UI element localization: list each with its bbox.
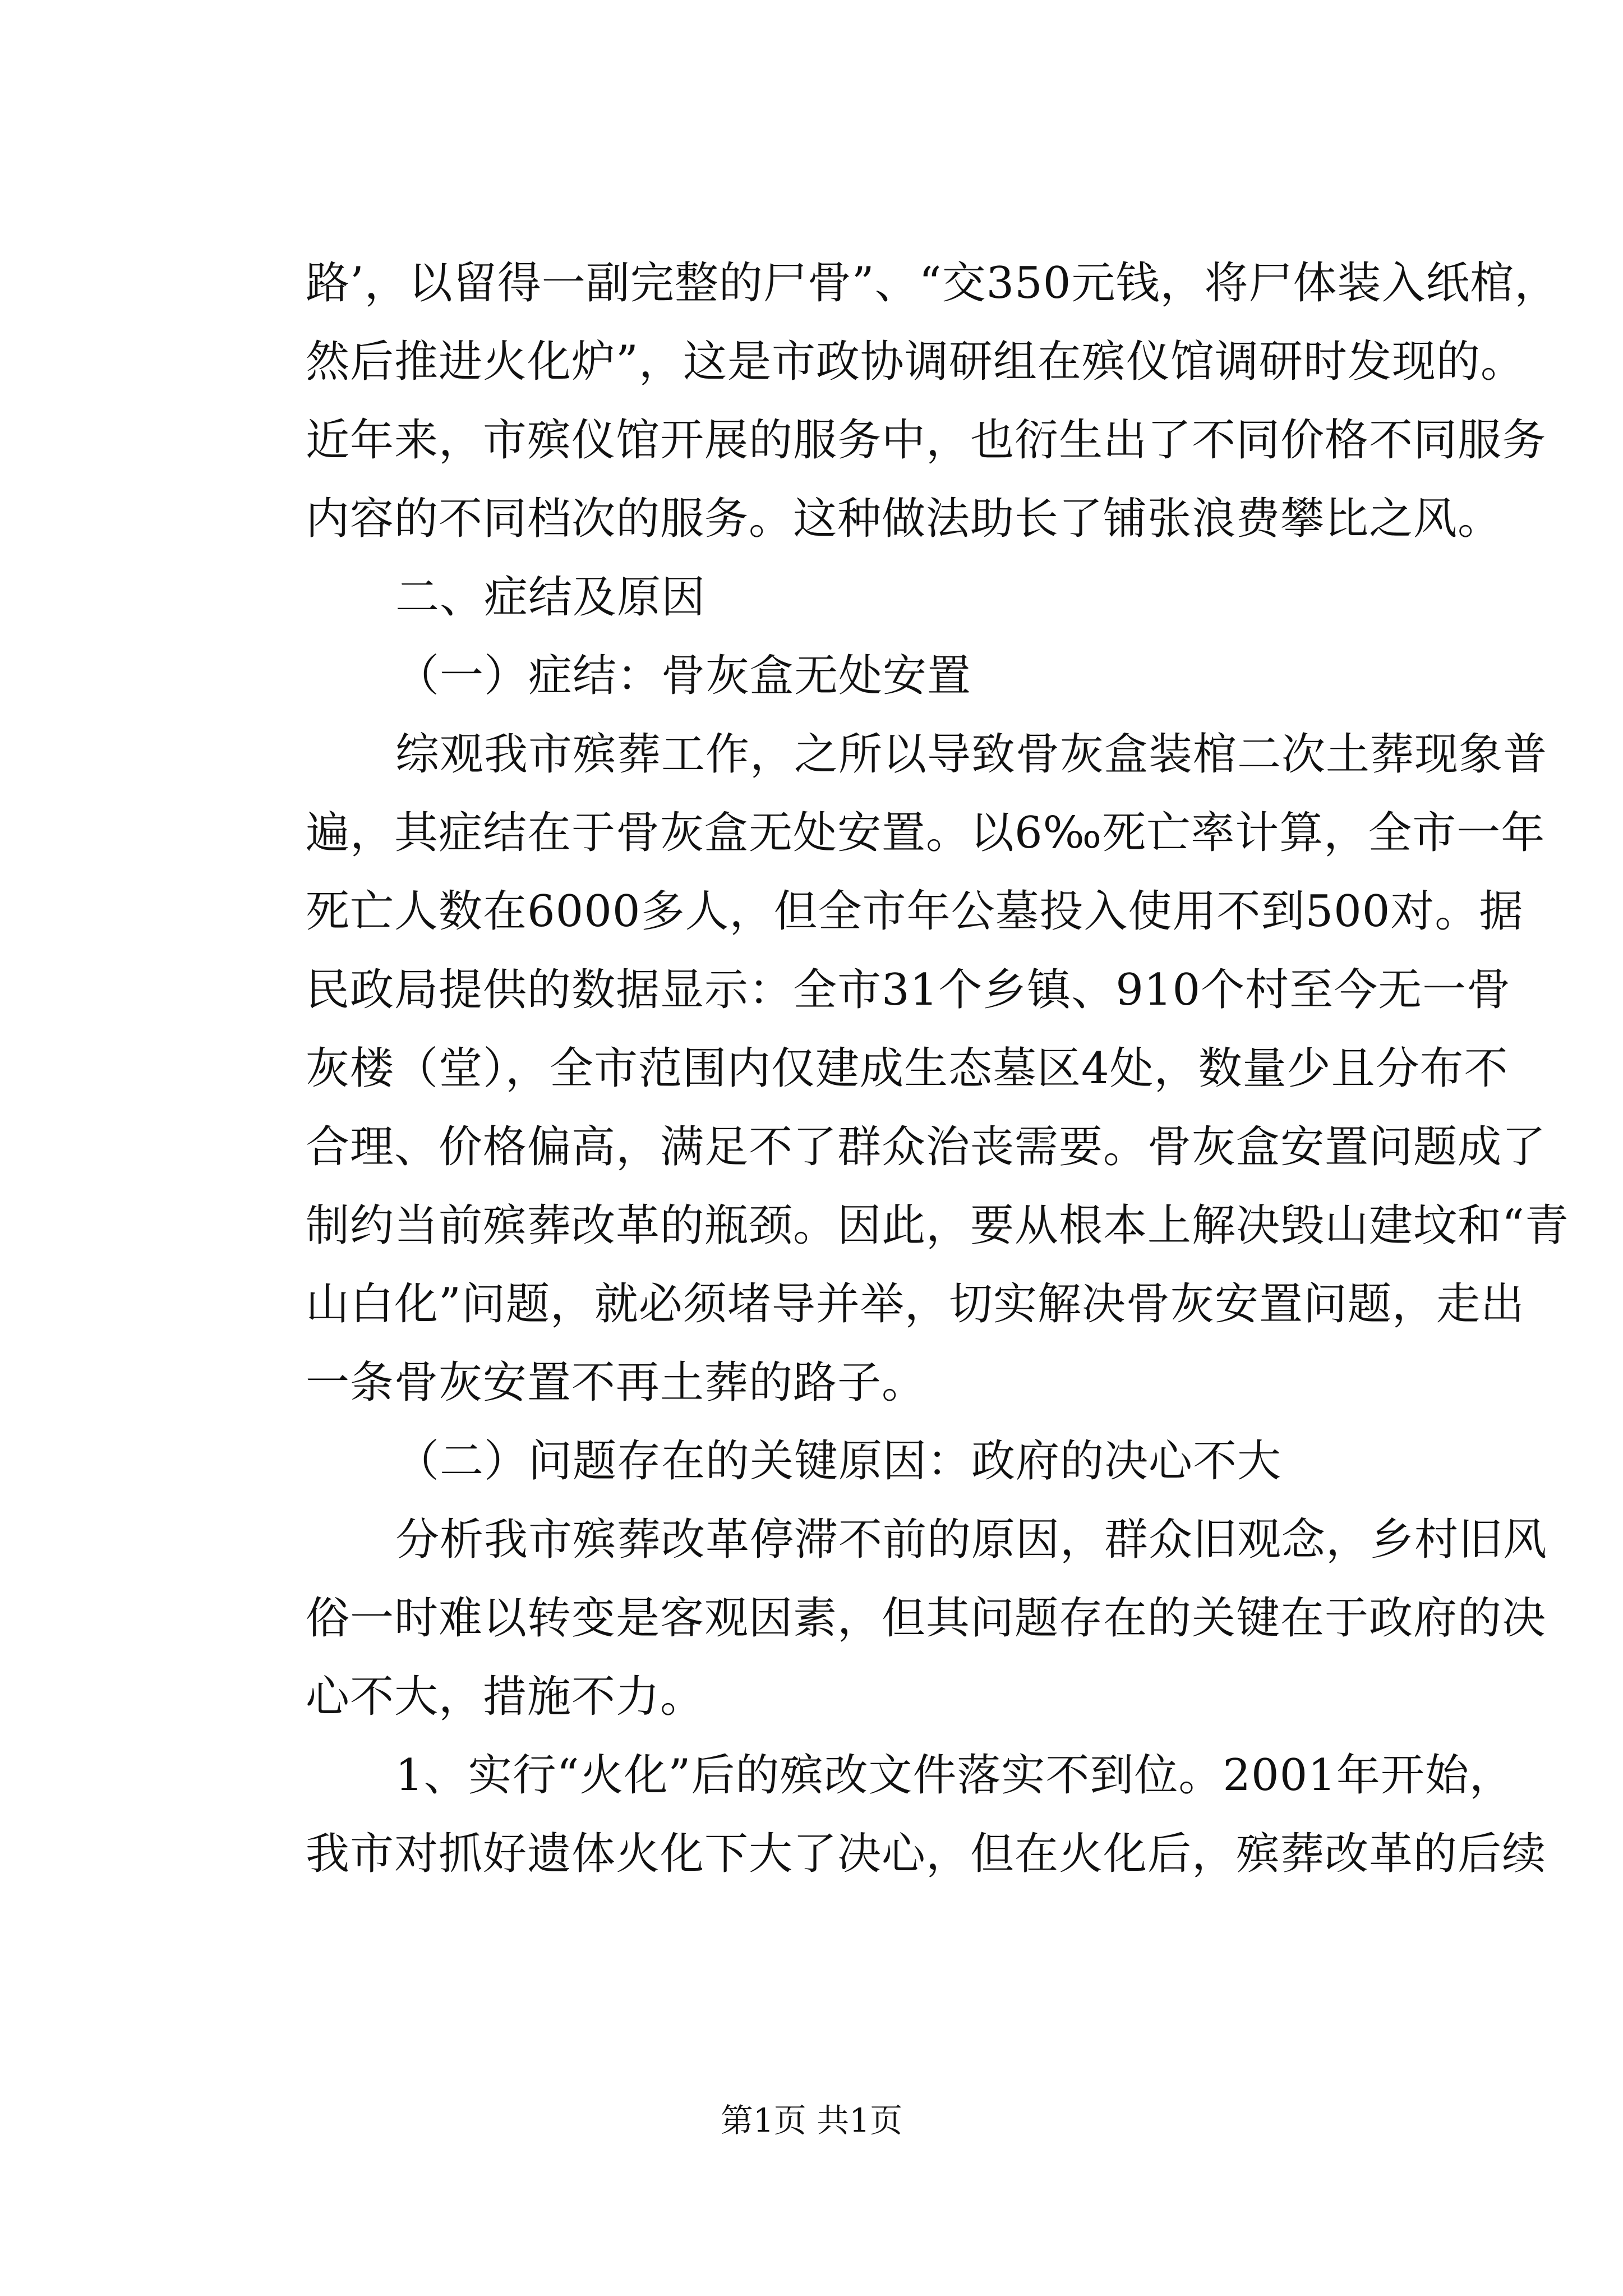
subsection-heading: （一）症结：骨灰盒无处安置 bbox=[395, 651, 972, 701]
text-line: 1、实行“火化”后的殡改文件落实不到位。2001年开始， bbox=[395, 1750, 1514, 1801]
text-line: 遍，其症结在于骨灰盒无处安置。以6‰死亡率计算，全市一年 bbox=[306, 808, 1546, 858]
section-heading: 二、症结及原因 bbox=[395, 572, 706, 623]
text-line: 心不大，措施不力。 bbox=[306, 1672, 705, 1722]
text-line: 然后推进火化炉”，这是市政协调研组在殡仪馆调研时发现的。 bbox=[306, 337, 1525, 387]
page-footer: 第1页 共1页 bbox=[720, 2101, 903, 2139]
text-line: 死亡人数在6000多人，但全市年公墓投入使用不到500对。据 bbox=[306, 886, 1524, 937]
text-line: 我市对抓好遗体火化下大了决心，但在火化后，殡葬改革的后续 bbox=[306, 1829, 1547, 1879]
text-line: 内容的不同档次的服务。这种做法助长了铺张浪费攀比之风。 bbox=[306, 494, 1502, 544]
subsection-heading: （二）问题存在的关键原因：政府的决心不大 bbox=[395, 1436, 1282, 1487]
text-line: 山白化”问题，就必须堵导并举，切实解决骨灰安置问题，走出 bbox=[306, 1279, 1525, 1329]
text-line: 一条骨灰安置不再土葬的路子。 bbox=[306, 1358, 926, 1408]
text-line: 民政局提供的数据显示：全市31个乡镇、910个村至今无一骨 bbox=[306, 965, 1511, 1015]
text-line: 俗一时难以转变是客观因素，但其问题存在的关键在于政府的决 bbox=[306, 1593, 1547, 1644]
text-line: 灰楼（堂），全市范围内仅建成生态墓区4处，数量少且分布不 bbox=[306, 1043, 1509, 1094]
text-line: 综观我市殡葬工作，之所以导致骨灰盒装棺二次土葬现象普 bbox=[395, 729, 1548, 780]
text-line: 制约当前殡葬改革的瓶颈。因此，要从根本上解决毁山建坟和“青 bbox=[306, 1200, 1569, 1251]
text-line: 近年来，市殡仪馆开展的服务中，也衍生出了不同价格不同服务 bbox=[306, 415, 1547, 466]
text-line: 合理、价格偏高，满足不了群众治丧需要。骨灰盒安置问题成了 bbox=[306, 1122, 1547, 1172]
text-line: 路’，以留得一副完整的尸骨”、“交350元钱，将尸体装入纸棺， bbox=[306, 258, 1559, 309]
text-line: 分析我市殡葬改革停滞不前的原因，群众旧观念，乡村旧风 bbox=[395, 1515, 1548, 1565]
